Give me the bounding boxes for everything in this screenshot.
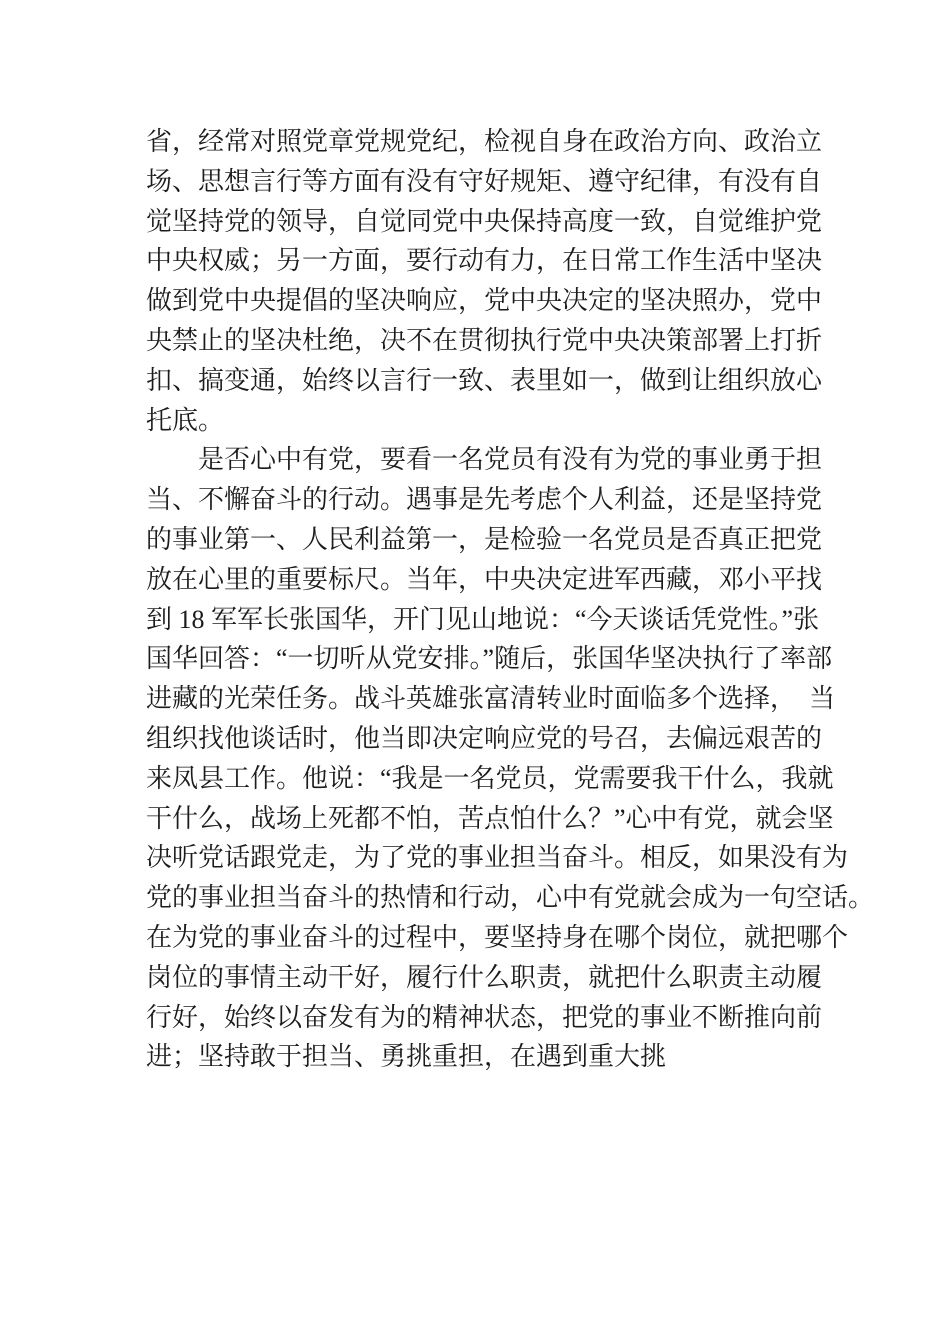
document-text-block xyxy=(146,122,875,1077)
text-line: 扣、搞变通，始终以言行一致、表里如一，做到让组织放心 xyxy=(146,365,823,395)
text-line: 做到党中央提倡的坚决响应，党中央决定的坚决照办，党中 xyxy=(146,286,823,316)
text-line: 决听党话跟党走，为了党的事业担当奋斗。相反，如果没有为 xyxy=(146,843,849,873)
text-line: 放在心里的重要标尺。当年，中央决定进军西藏，邓小平找 xyxy=(146,564,823,594)
text-line: 觉坚持党的领导，自觉同党中央保持高度一致，自觉维护党 xyxy=(146,206,823,236)
text-line: 进藏的光荣任务。战斗英雄张富清转业时面临多个选择， 当 xyxy=(146,684,836,714)
text-line: 中央权威；另一方面，要行动有力，在日常工作生活中坚决 xyxy=(146,246,823,276)
text-line: 国华回答：“一切听从党安排。”随后，张国华坚决执行了率部 xyxy=(146,644,833,674)
text-line: 岗位的事情主动干好，履行什么职责，就把什么职责主动履 xyxy=(146,962,823,992)
text-line: 组织找他谈话时，他当即决定响应党的号召，去偏远艰苦的 xyxy=(146,723,823,753)
text-line: 来凤县工作。他说：“我是一名党员，党需要我干什么，我就 xyxy=(146,763,834,793)
text-line: 场、思想言行等方面有没有守好规矩、遵守纪律，有没有自 xyxy=(146,166,823,196)
text-line: 进；坚持敢于担当、勇挑重担，在遇到重大挑 xyxy=(146,1042,667,1072)
text-line: 行好，始终以奋发有为的精神状态，把党的事业不断推向前 xyxy=(146,1002,823,1032)
text-line: 当、不懈奋斗的行动。遇事是先考虑个人利益，还是坚持党 xyxy=(146,485,823,515)
text-line: 是否心中有党，要看一名党员有没有为党的事业勇于担 xyxy=(198,445,823,475)
text-line: 干什么，战场上死都不怕，苦点怕什么？”心中有党，就会坚 xyxy=(146,803,834,833)
text-line: 到 18 军军长张国华，开门见山地说：“今天谈话凭党性。”张 xyxy=(146,604,820,634)
text-line: 央禁止的坚决杜绝，决不在贯彻执行党中央决策部署上打折 xyxy=(146,325,823,355)
text-line: 的事业第一、人民利益第一，是检验一名党员是否真正把党 xyxy=(146,524,823,554)
text-line: 党的事业担当奋斗的热情和行动，心中有党就会成为一句空话。 xyxy=(146,883,875,913)
text-line: 在为党的事业奋斗的过程中，要坚持身在哪个岗位，就把哪个 xyxy=(146,922,849,952)
paragraph xyxy=(146,440,875,1077)
text-line: 托底。 xyxy=(146,405,225,435)
paragraph xyxy=(146,122,823,440)
text-line: 省，经常对照党章党规党纪，检视自身在政治方向、政治立 xyxy=(146,127,823,156)
